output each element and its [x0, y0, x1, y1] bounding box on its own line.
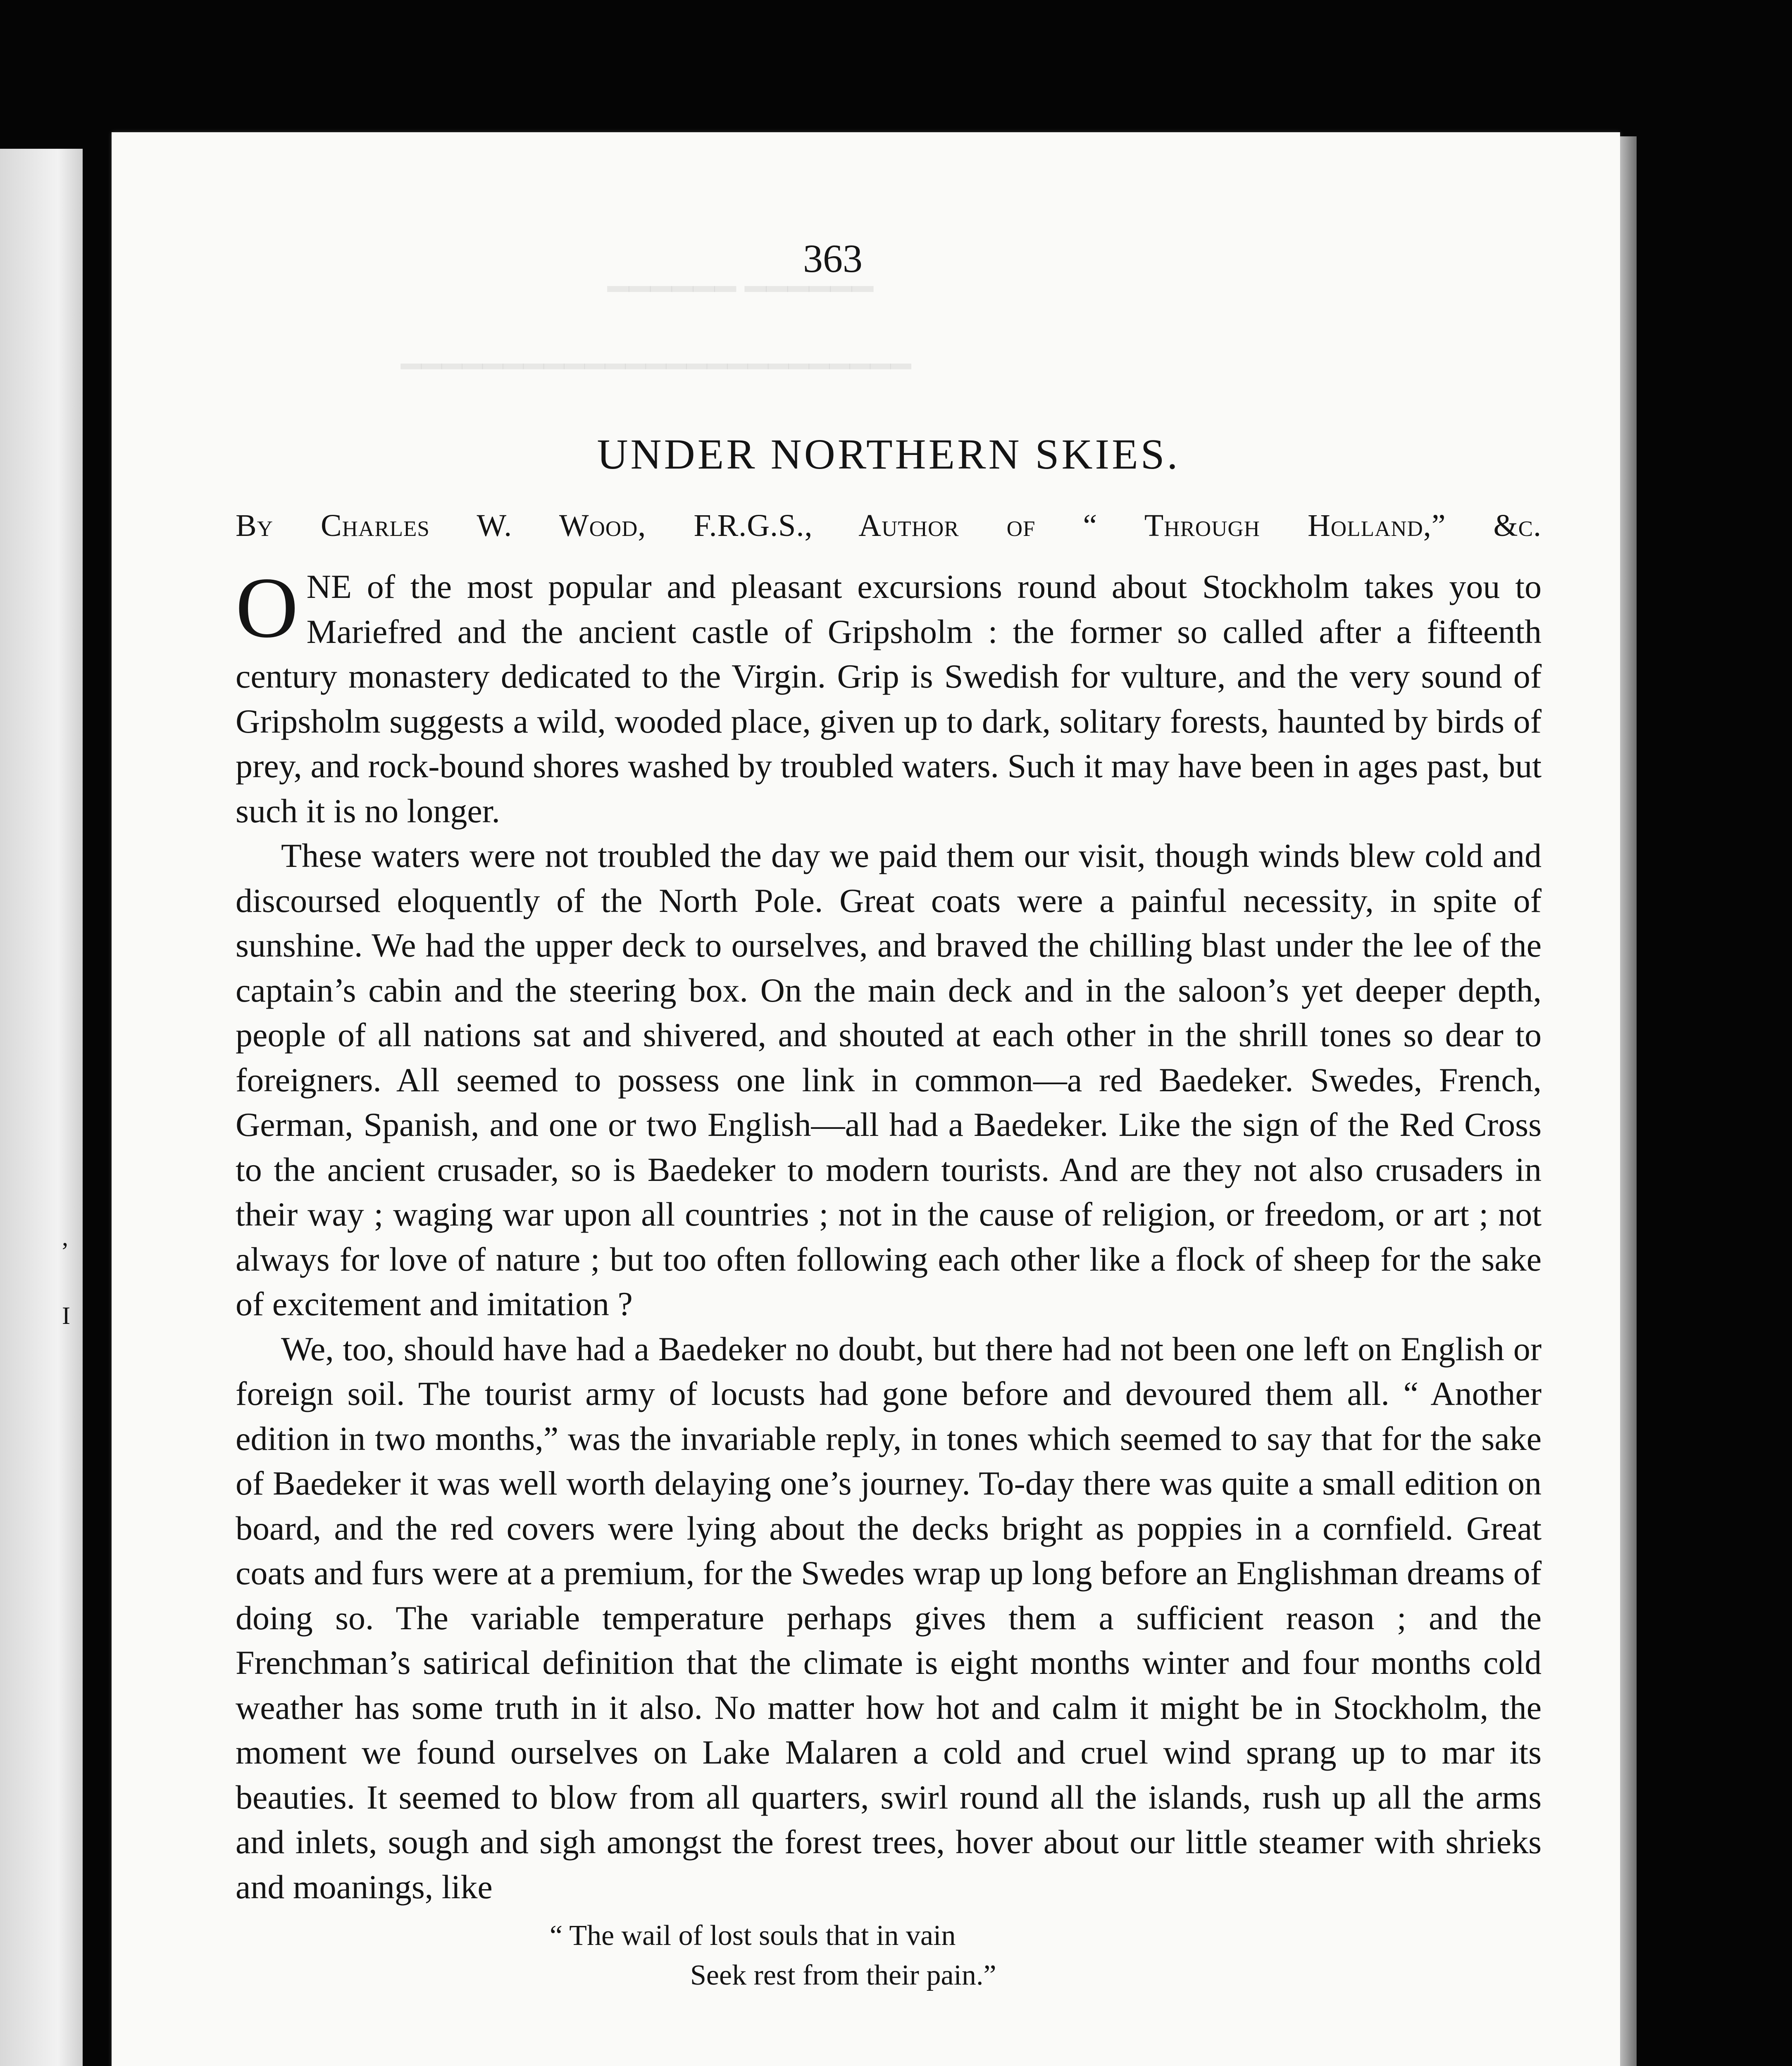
paragraph-text: of the most popular and pleasant excursions round about Stockholm takes you to Mariefred and the ancient castle of Gripsholm : the former so called after a fifteenth century monastery dedicated to the Virgin. Grip is Swedish for vulture, and the very sound of Gripsholm suggests a wild, wooded place, given up to dark, solitary forests, haunted by birds of prey, and rock-bound shores washed by troubled waters. Such it may have been in ages past, but such it is no longer.: [236, 568, 1542, 830]
page-edge: [1620, 136, 1637, 2066]
verse-quote: [236, 1916, 1542, 1995]
quote-line: Seek rest from their pain.”: [690, 1959, 996, 1991]
page-fragment: I: [62, 1302, 70, 1329]
book-page: [112, 132, 1620, 2066]
quote-line: “ The wail of lost souls that in vain: [550, 1920, 956, 1952]
article-byline: By Charles W. Wood, F.R.G.S., Author of “ Through Holland,” &c.: [236, 508, 1542, 543]
paragraph-1: [236, 560, 1542, 833]
page-fragment: ,: [62, 1223, 68, 1251]
first-word: NE: [306, 568, 352, 605]
previous-page-edge: [0, 149, 83, 2066]
article-title: UNDER NORTHERN SKIES.: [597, 431, 1180, 478]
paragraph-2: These waters were not troubled the day we paid them our visit, though winds blew cold and discoursed eloquently of the North Pole. Great coats were a painful necessity, in spite of sunshine. We had the upper deck to ourselves, and braved the chilling blast under the lee of the captain’s cabin and the steering box. On the main deck and in the saloon’s yet deeper depth, people of all nations sat and shivered, and shouted at each other in the shrill tones so dear to foreigners. All seemed to possess one link in common—a red Baedeker. Swedes, French, German, Spanish, and one or two English—all had a Baedeker. Like the sign of the Red Cross to the ancient crusader, so is Baedeker to modern tourists. And are they not also crusaders in their way ; waging war upon all countries ; not in the cause of religion, or freedom, or art ; not always for love of nature ; but too often following each other like a flock of sheep for the sake of excitement and imitation ?: [236, 837, 1542, 1323]
paragraph-3: We, too, should have had a Baedeker no doubt, but there had not been one left on English or foreign soil. The tourist army of locusts had gone before and devoured them all. “ Another edition in two months,” was the invariable reply, in tones which seemed to say that for the sake of Baedeker it was well worth delaying one’s journey. To-day there was quite a small edition on board, and the red covers were lying about the decks bright as poppies in a cornfield. Great coats and furs were at a premium, for the Swedes wrap up long before an Englishman dreams of doing so. The variable temperature perhaps gives them a sufficient reason ; and the Frenchman’s satirical definition that the climate is eight months winter and four months cold weather has some truth in it also. No matter how hot and calm it might be in Stockholm, the moment we found ourselves on Lake Malaren a cold and cruel wind sprang up to mar its beauties. It seemed to blow from all quarters, swirl round all the islands, rush up all the arms and inlets, sough and sigh amongst the forest trees, hover about our little steamer with shrieks and moanings, like: [236, 1330, 1542, 1906]
show-through-mark: ━━━━━━━━━━━━━━━━━━━━━━━━━: [401, 348, 911, 386]
article-body: [236, 430, 1542, 1995]
page-number: 363: [803, 236, 863, 281]
drop-cap: O: [236, 560, 298, 656]
show-through-mark: ━━━━━━ ━━━━━━: [608, 269, 873, 309]
